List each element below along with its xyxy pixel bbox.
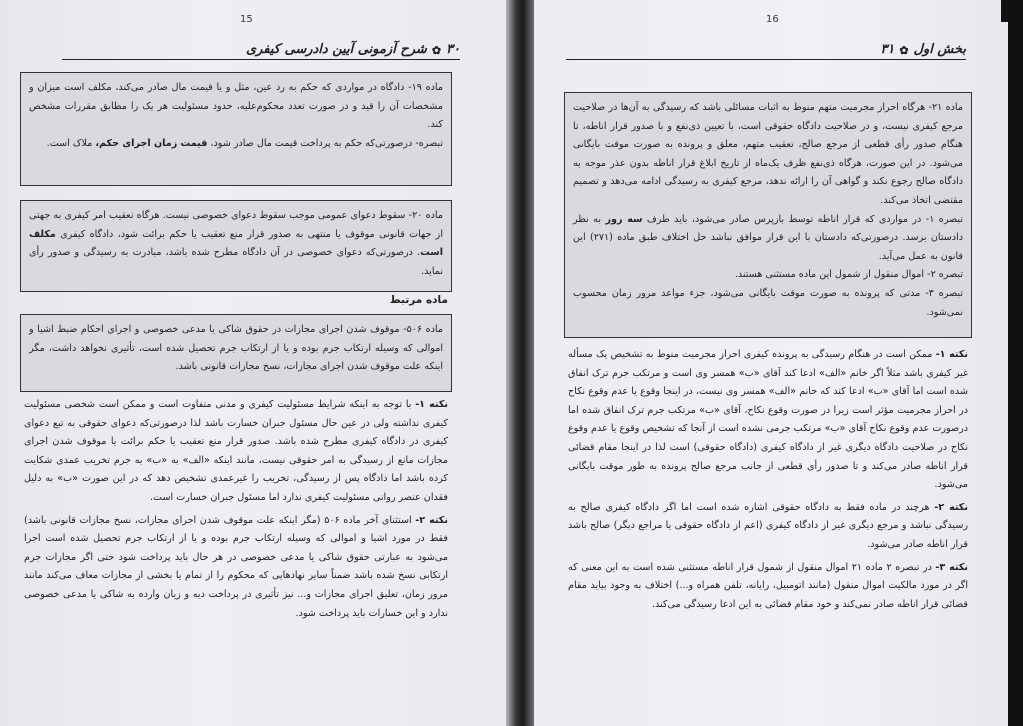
article-19-box (20, 72, 452, 186)
page-header (566, 36, 966, 60)
right-page (534, 0, 1008, 726)
note-1: نکته ۱- با توجه به اینکه شرایط مسئولیت کیفری و مدنی متفاوت است و ممکن است شخصی مسئولیت کیفری نداشته ولی در عین حال مسئول جبران خسارت باشد لذا درصورتی‌که دعوای حقوقی به تبع دعوای کیفری در دادگاه کیفری مطرح شده باشد. صدور قرار منع تعقیب یا حکم برائت یا موقوف شدن اجرای مجازات مانع از رسیدگی به امر حقوقی نیست، مانند اینکه «الف» به «ب» به جرم تخریب عمدی شکایت کرده باشد اما دادگاه پس از رسیدگی، تخریب را غیرعمدی تشخیص دهد که در این صورت «ب» به دلیل فقدان عنصر روانی مسئولیت کیفری ندارد اما مسئول جبران خسارت است. (24, 399, 449, 503)
page-header (62, 36, 460, 60)
related-heading: ماده مرتبط (389, 294, 448, 306)
page-number: 15 (240, 14, 253, 25)
left-page (0, 0, 506, 726)
page-number: 16 (766, 14, 779, 25)
background-corner (1001, 0, 1023, 22)
note-2: نکته ۲- استثنای آخر ماده ۵۰۶ (مگر اینکه علت موقوف شدن اجرای مجازات، نسخ مجازات قانونی باشد) فقط در مورد اشیا و اموالی که وسیله ارتکاب جرم بوده و یا از ارتکاب جرم تحصیل شده است اجرا می‌شود به عبارتی حقوق شاکی یا مدعی خصوصی در هر حال باید پرداخت شود حتی اگر مجازات جرم ارتکابی نسخ شده باشد ضمناً سایر نهادهایی که محکوم را از تمام یا بخشی از مجازات معاف می‌کند مانند مرور زمان، تعلیق اجرای مجازات و... نیز تأثیری در پرداخت دیه و زیان وارده به شاکی یا مدعی خصوصی ندارد و این خسارات باید پرداخت شود. (24, 514, 448, 619)
article-506-text: ماده ۵۰۶- موقوف شدن اجرای مجازات در حقوق شاکی یا مدعی خصوصی و اجرای احکام ضبط اشیا و اموالی که وسیله ارتکاب جرم بوده و یا از ارتکاب جرم تحصیل شده است، تأثیری نخواهد داشت، مگر اینکه علت موقوف شدن اجرای مجازات، نسخ مجازات قانونی باشد. (29, 324, 443, 373)
article-506-box (20, 314, 452, 392)
notes-block (568, 346, 968, 614)
note-3: نکته ۳- در تبصره ۲ ماده ۲۱ اموال منقول از شمول قرار اناطه مستثنی شده است به این معنی که اگر در مورد مالکیت اموال منقول (مانند اتومبیل، رایانه، تلفن همراه و...) اختلاف به وجود بیاید مقام قضائی قرار اناطه صادر نمی‌کند و خود مقام قضائی به این ادعا رسیدگی می‌کند. (568, 561, 968, 610)
article-21-note-1: تبصره ۱- در مواردی که قرار اناطه توسط بازپرس صادر می‌شود، باید طرف سه روز به نظر دادستان برسد. درصورتی‌که دادستان با این قرار موافق نباشد حل اختلاف طبق ماده (۲۷۱) این قانون به عمل می‌آید. (573, 213, 963, 262)
article-21-box (564, 92, 972, 338)
note-2: نکته ۲- هرچند در ماده فقط به دادگاه حقوقی اشاره شده است اما اگر دادگاه کیفری صالح به رسیدگی نباشد و مرجع دیگری غیر از دادگاه کیفری (اعم از دادگاه حقوقی یا مراجع دیگر) صالح باشد قرار اناطه صادر می‌شود. (568, 501, 968, 550)
article-21-note-3: تبصره ۳- مدتی که پرونده به صورت موقت بایگانی می‌شود، جزء مواعد مرور زمان محسوب نمی‌شود. (573, 287, 963, 318)
header-title: شرح آزمونی آیین دادرسی کیفری (245, 42, 427, 57)
article-20-box (20, 200, 452, 292)
header-page-num: ۳۰ (446, 42, 460, 57)
header-page-num: ۳۱ (880, 42, 895, 57)
flower-icon: ✿ (431, 44, 442, 57)
article-20-text: ماده ۲۰- سقوط دعوای عمومی موجب سقوط دعوای خصوصی نیست. هرگاه تعقیب امر کیفری به جهتی از جهات قانونی موقوف یا منتهی به صدور قرار منع تعقیب یا حکم برائت شود، دادگاه کیفری مکلف است. درصورتی‌که دعوای خصوصی در آن دادگاه مطرح شده باشد، مبادرت به رسیدگی و صدور رأی نماید. (29, 210, 443, 277)
background-edge (1008, 0, 1023, 726)
header-title: بخش اول (913, 42, 966, 57)
notes-block (24, 396, 448, 623)
flower-icon: ✿ (899, 44, 909, 57)
article-21-text: ماده ۲۱- هرگاه احراز مجرمیت متهم منوط به اثبات مسائلی باشد که رسیدگی به آن‌ها در صلاحیت مرجع کیفری نیست، و در صلاحیت دادگاه حقوقی است، با تعیین ذی‌نفع و با صدور قرار اناطه، تا هنگام صدور رأی قطعی از مرجع صالح، تعقیب متهم، معلق و پرونده به صورت موقت بایگانی می‌شود. در این صورت، هرگاه ذی‌نفع ظرف یک‌ماه از تاریخ ابلاغ قرار اناطه بدون عذر موجه به دادگاه صالح رجوع نکند و گواهی آن را ارائه ندهد، مرجع کیفری به رسیدگی ادامه می‌دهد و تصمیم مقتضی اتخاذ می‌کند. (573, 102, 963, 206)
article-19-note: تبصره- درصورتی‌که حکم به پرداخت قیمت مال صادر شود، قیمت زمان اجرای حکم، ملاک است. (46, 137, 443, 149)
book-gutter (506, 0, 534, 726)
article-21-note-2: تبصره ۲- اموال منقول از شمول این ماده مستثنی هستند. (734, 269, 963, 281)
note-1: نکته ۱- ممکن است در هنگام رسیدگی به پرونده کیفری احراز مجرمیت منوط به تشخیص یک مسأله غیر کیفری باشد مثلاً اگر خانم «الف» ادعا کند آقای «ب» همسر وی است و مرتکب جرم ترک انفاق شده است اما آقای «ب» ادعا کند که خانم «الف» همسر وی نیست، در اینجا وقوع یا عدم وقوع نکاح در احراز مجرمیت مؤثر است زیرا در صورت وقوع نکاح، آقای «ب» مرتکب جرم ترک انفاق شده اما درصورت عدم وقوع نکاح آقای «ب» مرتکب جرمی نشده است از آنجا که تشخیص وقوع یا عدم وقوع نکاح در صلاحیت دادگاه دیگری غیر از دادگاه کیفری (دادگاه حقوقی) است لذا در اینجا مقام قضائی قرار اناطه صادر می‌کند و تا صدور رأی قطعی از جانب مرجع صالح پرونده به طور موقت بایگانی می‌شود. (568, 349, 968, 491)
article-19-text: ماده ۱۹- دادگاه در مواردی که حکم به رد عین، مثل و یا قیمت مال صادر می‌کند، مکلف است میزان و مشخصات آن را قید و در صورت تعدد محکوم‌علیه، حدود مسئولیت هر یک را مطابق مقررات مشخص کند. (29, 82, 443, 131)
